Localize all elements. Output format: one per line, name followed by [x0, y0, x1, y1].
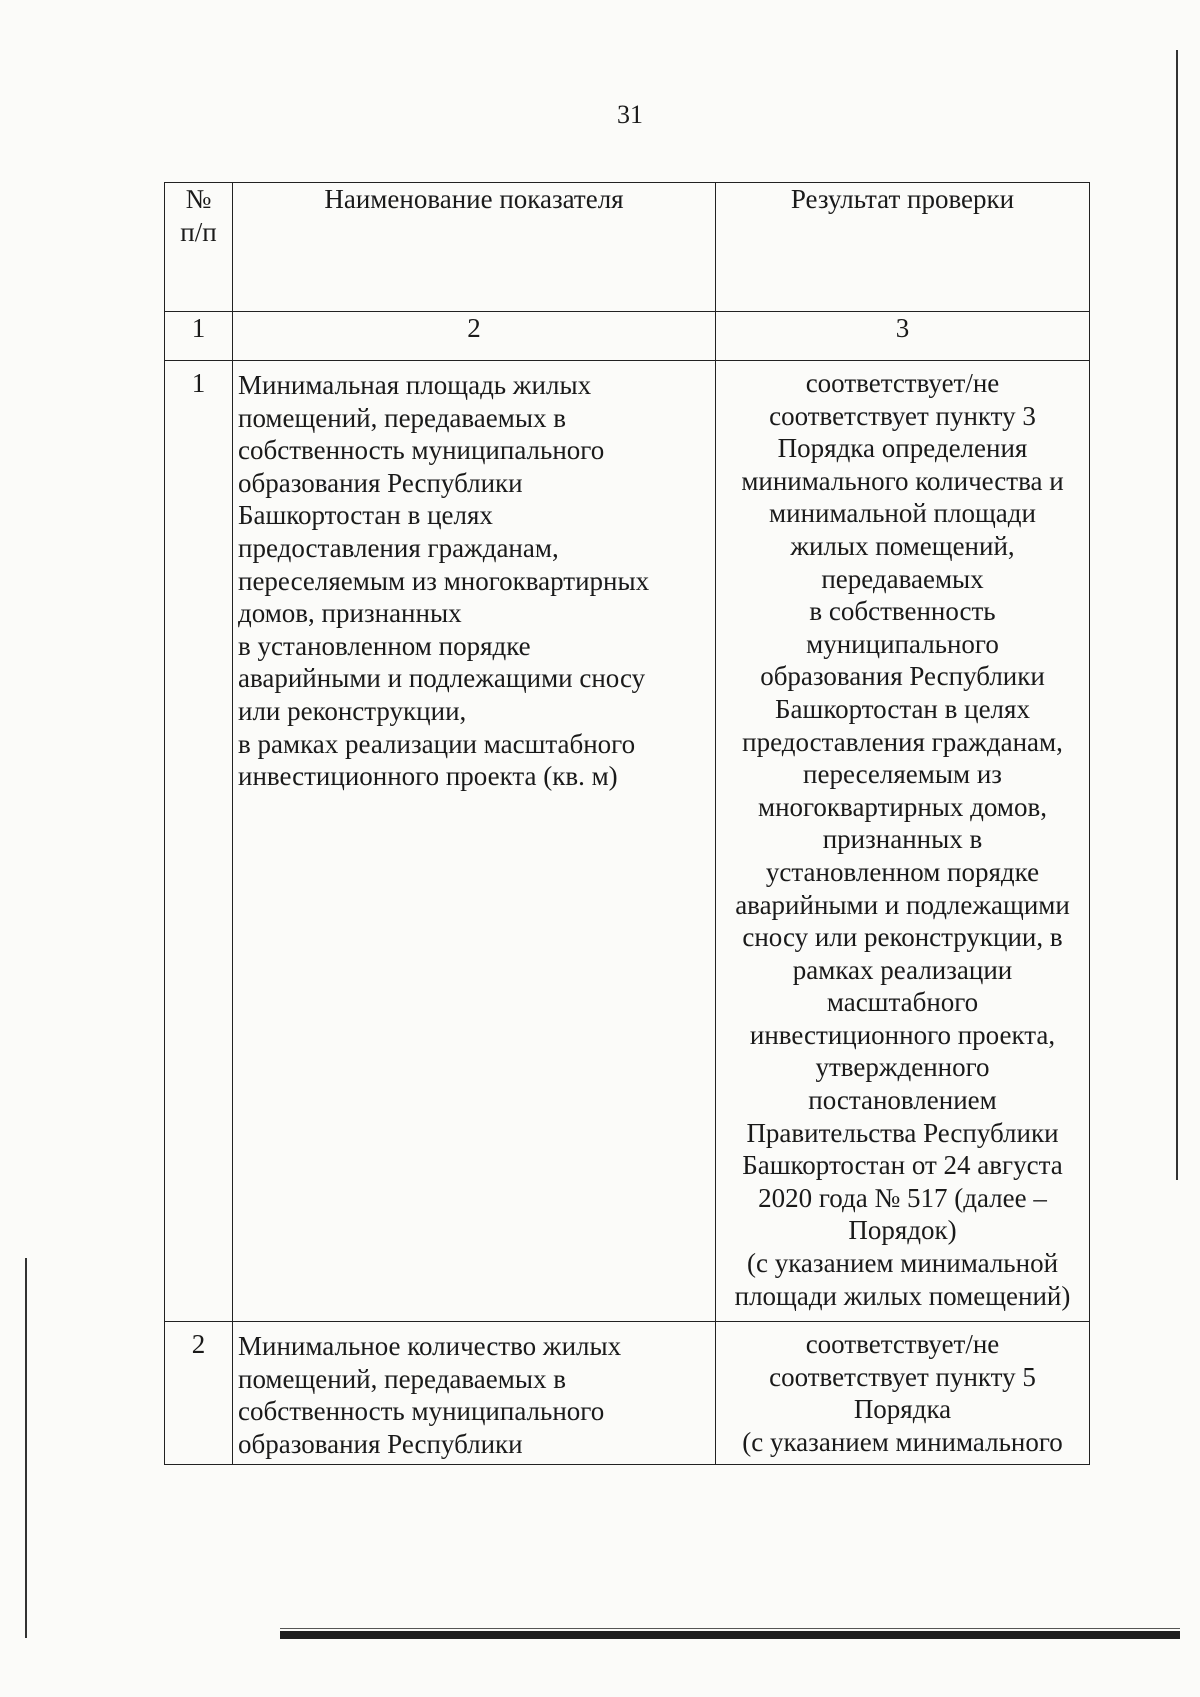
- row-number: 2: [165, 1322, 233, 1465]
- cell-text-line: в собственность: [809, 596, 996, 627]
- cell-text-line: переселяемым из: [803, 759, 1002, 790]
- cell-text-line: образования Республики: [760, 661, 1045, 692]
- cell-text-line: минимальной площади: [769, 498, 1036, 529]
- column-index: 2: [233, 312, 716, 361]
- indicator-name-cell: [233, 361, 716, 1322]
- cell-text-line: инвестиционного проекта (кв. м): [238, 761, 618, 792]
- cell-text-line: рамках реализации: [792, 954, 1013, 985]
- cell-text-line: собственность муниципального: [238, 435, 605, 466]
- scan-edge-line: [280, 1628, 1180, 1629]
- cell-text-line: переселяемым из многоквартирных: [238, 565, 650, 596]
- table-header-row: [165, 183, 1090, 312]
- cell-text-line: помещений, передаваемых в: [238, 1363, 566, 1394]
- cell-text-line: аварийными и подлежащими: [735, 889, 1070, 920]
- cell-text-line: Правительства Республики: [746, 1117, 1059, 1148]
- cell-text-line: многоквартирных домов,: [758, 791, 1047, 822]
- cell-text-line: Порядок): [848, 1215, 957, 1246]
- cell-text-line: жилых помещений,: [790, 530, 1015, 561]
- page-number: 31: [617, 100, 643, 129]
- cell-text-line: инвестиционного проекта,: [749, 1019, 1056, 1050]
- cell-text-line: предоставления гражданам,: [742, 726, 1063, 757]
- cell-text-line: соответствует пункту 5: [769, 1361, 1036, 1392]
- cell-text-line: соответствует пункту 3: [769, 400, 1036, 431]
- cell-text-line: или реконструкции,: [238, 695, 467, 726]
- cell-text-line: Минимальное количество жилых: [238, 1331, 622, 1361]
- table-row: [165, 1322, 1090, 1465]
- column-index: 1: [165, 312, 233, 361]
- cell-text-line: аварийными и подлежащими сносу: [238, 663, 646, 694]
- cell-text-line: постановлением: [808, 1085, 997, 1116]
- cell-text-line: образования Республики: [238, 467, 523, 498]
- cell-text-line: (с указанием минимальной: [746, 1248, 1059, 1279]
- column-index-row: [165, 312, 1090, 361]
- cell-text-line: Башкортостан в целях: [238, 500, 493, 531]
- cell-text-line: в установленном порядке: [238, 630, 531, 661]
- cell-text-line: Порядка: [853, 1394, 952, 1425]
- header-number-symbol: №: [185, 184, 212, 214]
- cell-text-line: Башкортостан от 24 августа: [742, 1150, 1063, 1181]
- cell-text-line: масштабного: [826, 987, 979, 1018]
- scan-edge-line: [25, 1258, 27, 1638]
- cell-text-line: соответствует/не: [805, 368, 1000, 398]
- cell-text-line: собственность муниципального: [238, 1396, 605, 1427]
- column-index: 3: [716, 312, 1090, 361]
- cell-text-line: муниципального: [806, 628, 999, 659]
- cell-text-line: утвержденного: [815, 1052, 990, 1083]
- cell-text-line: домов, признанных: [238, 598, 462, 629]
- cell-text-line: помещений, передаваемых в: [238, 402, 566, 433]
- cell-text-line: признанных в: [822, 824, 983, 855]
- cell-text-line: Башкортостан в целях: [775, 693, 1030, 724]
- cell-text-line: сносу или реконструкции, в: [742, 922, 1063, 953]
- cell-text-line: (с указанием минимального: [742, 1426, 1063, 1457]
- header-number-abbr: п/п: [180, 216, 217, 247]
- scan-edge-line: [1176, 50, 1178, 1180]
- scan-edge-line: [280, 1631, 1180, 1639]
- cell-text-line: Минимальная площадь жилых: [238, 370, 592, 400]
- cell-text-line: установленном порядке: [765, 856, 1040, 887]
- cell-text-line: предоставления гражданам,: [238, 532, 559, 563]
- cell-text-line: 2020 года № 517 (далее –: [758, 1182, 1047, 1213]
- check-result-cell: [716, 361, 1090, 1322]
- header-check-result: Результат проверки: [716, 183, 1090, 312]
- table-row: [165, 361, 1090, 1322]
- cell-text-line: Порядка определения: [777, 433, 1028, 464]
- header-indicator-name: Наименование показателя: [233, 183, 716, 312]
- check-result-cell: [716, 1322, 1090, 1465]
- indicator-name-cell: [233, 1322, 716, 1465]
- cell-text-line: минимального количества и: [741, 465, 1064, 496]
- cell-text-line: образования Республики: [238, 1428, 523, 1459]
- row-number: 1: [165, 361, 233, 1322]
- cell-text-line: в рамках реализации масштабного: [238, 728, 636, 759]
- header-number: [165, 183, 233, 312]
- cell-text-line: соответствует/не: [805, 1329, 1000, 1359]
- report-table: [164, 182, 1090, 1465]
- cell-text-line: передаваемых: [821, 563, 984, 594]
- cell-text-line: площади жилых помещений): [734, 1280, 1071, 1311]
